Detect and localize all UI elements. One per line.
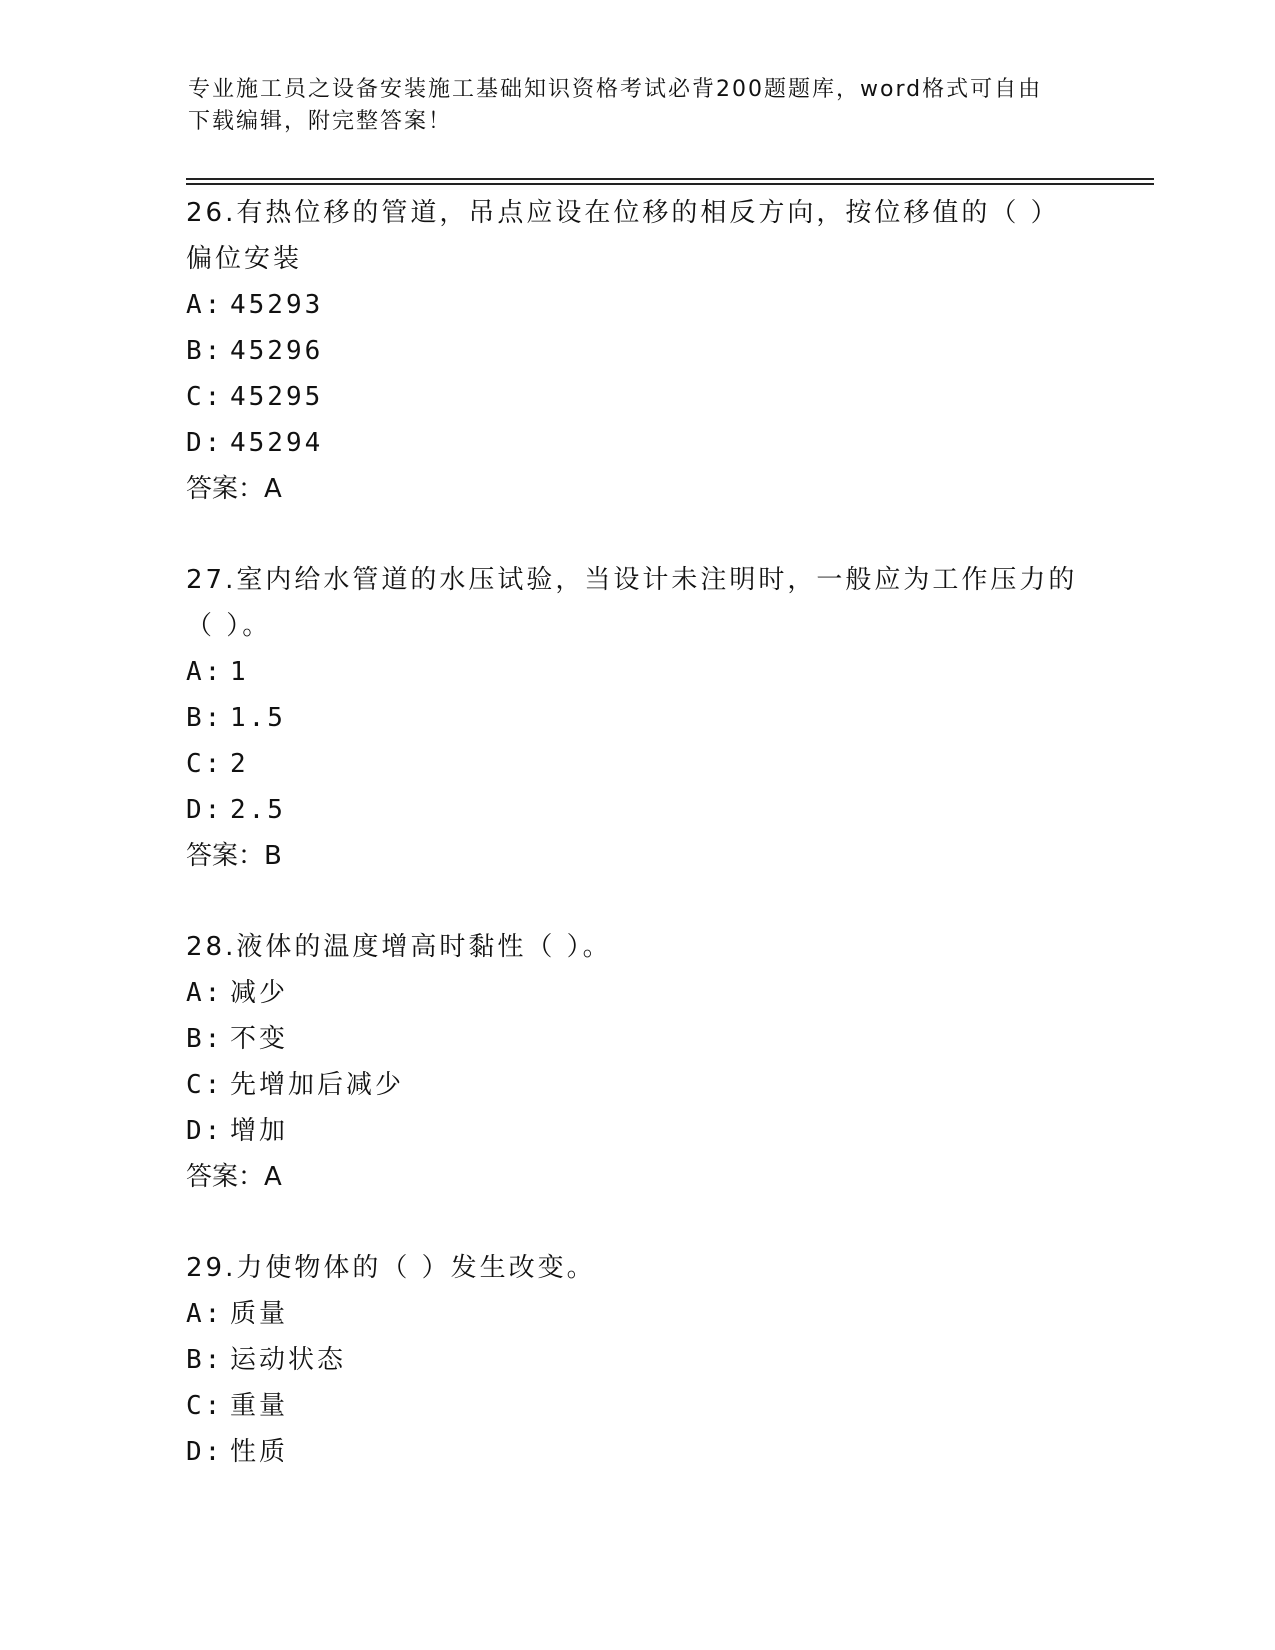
option-d xyxy=(186,787,1086,833)
option-label: D: xyxy=(186,1116,224,1146)
option-text: 1.5 xyxy=(230,703,286,733)
option-label: C: xyxy=(186,1070,224,1100)
question-stem-continued: （ ）。 xyxy=(186,611,272,641)
header-line-2: 下载编辑，附完整答案！ xyxy=(188,109,453,134)
option-text: 重量 xyxy=(230,1391,289,1421)
header-line-1: 专业施工员之设备安装施工基础知识资格考试必背200题题库，word格式可自由 xyxy=(188,77,1043,102)
option-a xyxy=(186,282,1086,328)
option-label: C: xyxy=(186,1391,224,1421)
option-c xyxy=(186,741,1086,787)
header-divider-bottom xyxy=(186,183,1154,185)
option-text: 45294 xyxy=(230,428,324,458)
answer: 答案：A xyxy=(186,1162,282,1192)
option-c xyxy=(186,1062,1086,1108)
option-text: 45293 xyxy=(230,290,324,320)
option-label: A: xyxy=(186,1299,224,1329)
option-label: D: xyxy=(186,428,224,458)
option-text: 先增加后减少 xyxy=(230,1070,405,1100)
document-header xyxy=(188,74,1068,138)
option-label: D: xyxy=(186,795,224,825)
option-text: 减少 xyxy=(230,978,289,1008)
option-a xyxy=(186,649,1086,695)
option-label: B: xyxy=(186,1345,224,1375)
option-label: B: xyxy=(186,1024,224,1054)
option-label: B: xyxy=(186,703,224,733)
question-stem-continued: 偏位安装 xyxy=(186,244,303,274)
option-d xyxy=(186,420,1086,466)
question-stem: 26.有热位移的管道，吊点应设在位移的相反方向，按位移值的（ ） xyxy=(186,198,1060,228)
option-b xyxy=(186,1016,1086,1062)
option-a xyxy=(186,970,1086,1016)
question-stem: 28.液体的温度增高时黏性（ ）。 xyxy=(186,932,612,962)
option-text: 质量 xyxy=(230,1299,289,1329)
option-c xyxy=(186,1383,1086,1429)
option-a xyxy=(186,1291,1086,1337)
option-label: D: xyxy=(186,1437,224,1467)
question-stem: 29.力使物体的（ ）发生改变。 xyxy=(186,1253,596,1283)
question-stem: 27.室内给水管道的水压试验，当设计未注明时，一般应为工作压力的 xyxy=(186,565,1078,595)
option-label: A: xyxy=(186,657,224,687)
option-text: 运动状态 xyxy=(230,1345,347,1375)
question-list xyxy=(186,190,1086,1475)
header-divider-top xyxy=(186,178,1154,180)
option-text: 2.5 xyxy=(230,795,286,825)
answer: 答案：B xyxy=(186,841,282,871)
option-text: 1 xyxy=(230,657,249,687)
question-28 xyxy=(186,924,1086,1200)
answer: 答案：A xyxy=(186,474,282,504)
option-label: C: xyxy=(186,382,224,412)
option-text: 性质 xyxy=(230,1437,289,1467)
option-d xyxy=(186,1108,1086,1154)
question-26 xyxy=(186,190,1086,512)
option-label: A: xyxy=(186,978,224,1008)
option-text: 不变 xyxy=(230,1024,289,1054)
question-27 xyxy=(186,557,1086,879)
option-text: 45295 xyxy=(230,382,324,412)
option-text: 2 xyxy=(230,749,249,779)
option-label: A: xyxy=(186,290,224,320)
option-d xyxy=(186,1429,1086,1475)
option-c xyxy=(186,374,1086,420)
question-29 xyxy=(186,1245,1086,1475)
option-text: 45296 xyxy=(230,336,324,366)
option-label: C: xyxy=(186,749,224,779)
option-b xyxy=(186,1337,1086,1383)
option-b xyxy=(186,328,1086,374)
option-label: B: xyxy=(186,336,224,366)
option-text: 增加 xyxy=(230,1116,289,1146)
option-b xyxy=(186,695,1086,741)
